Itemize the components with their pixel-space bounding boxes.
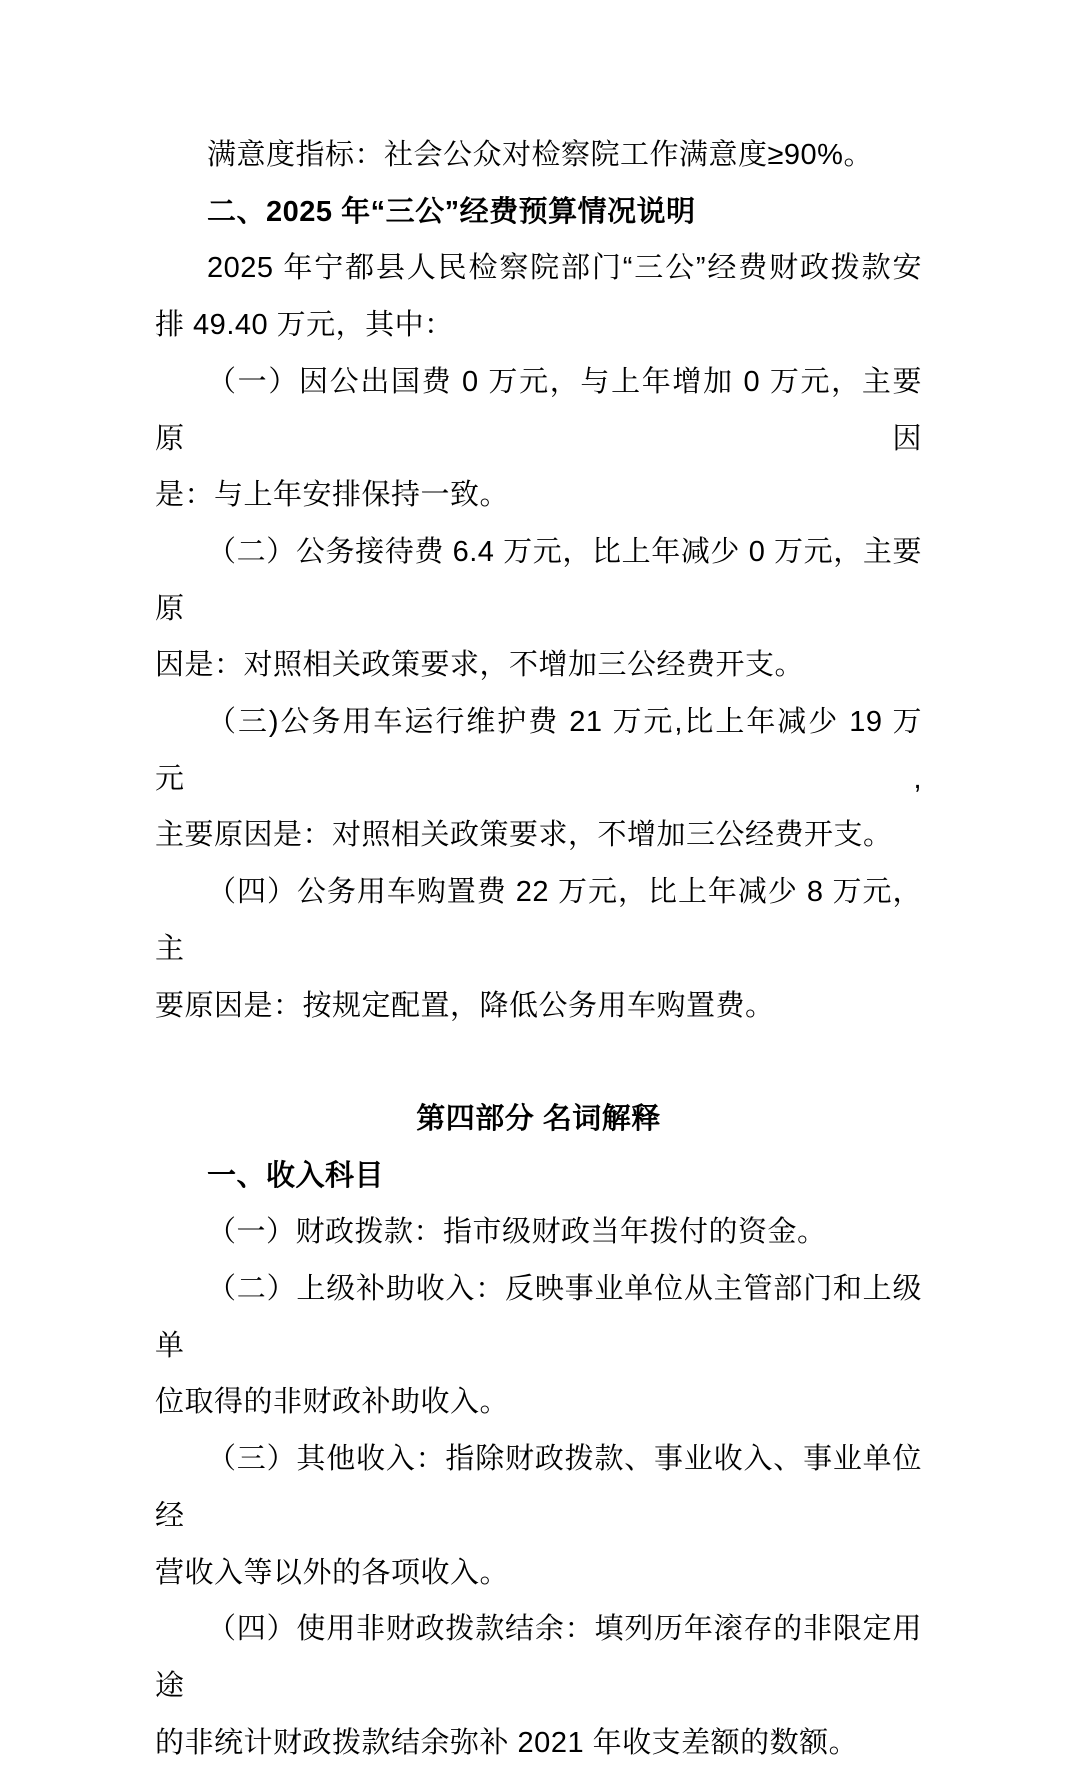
vehicle-purchase-line-1: （四）公务用车购置费 22 万元，比上年减少 8 万元，主 <box>155 876 922 965</box>
heading-san-gong-budget: 二、2025 年“三公”经费预算情况说明 <box>207 195 696 228</box>
vehicle-maintenance-line-1: （三)公务用车运行维护费 21 万元,比上年减少 19 万元, <box>155 706 922 795</box>
official-reception-line-1: （二）公务接待费 6.4 万元，比上年减少 0 万元，主要原 <box>155 535 922 625</box>
superior-subsidy-line-1: （二）上级补助收入：反映事业单位从主管部门和上级单 <box>155 1273 922 1362</box>
non-fiscal-balance-line-1: （四）使用非财政拨款结余：填列历年滚存的非限定用途 <box>155 1613 922 1702</box>
vehicle-maintenance-line-2: 主要原因是：对照相关政策要求，不增加三公经费开支。 <box>155 819 893 852</box>
san-gong-total-line-2: 排 49.40 万元，其中： <box>155 309 454 342</box>
satisfaction-indicator-line: 满意度指标：社会公众对检察院工作满意度≥90%。 <box>207 139 873 171</box>
other-income-line-1: （三）其他收入：指除财政拨款、事业收入、事业单位经 <box>155 1443 922 1532</box>
non-fiscal-balance-line-2: 的非统计财政拨款结余弥补 2021 年收支差额的数额。 <box>155 1726 859 1759</box>
fiscal-allocation-line-1: （一）财政拨款：指市级财政当年拨付的资金。 <box>207 1216 827 1249</box>
other-income-line-2: 营收入等以外的各项收入。 <box>155 1556 510 1589</box>
vehicle-purchase-line-2: 要原因是：按规定配置，降低公务用车购置费。 <box>155 989 775 1022</box>
abroad-expense-line-1: （一）因公出国费 0 万元，与上年增加 0 万元，主要原因 <box>155 365 922 455</box>
superior-subsidy-line-2: 位取得的非财政补助收入。 <box>155 1386 510 1419</box>
heading-part-four: 第四部分 名词解释 <box>416 1102 661 1135</box>
san-gong-total-line-1: 2025 年宁都县人民检察院部门“三公”经费财政拨款安 <box>207 252 922 285</box>
heading-income-subjects: 一、收入科目 <box>207 1159 385 1192</box>
abroad-expense-line-2: 是：与上年安排保持一致。 <box>155 479 510 512</box>
official-reception-line-2: 因是：对照相关政策要求，不增加三公经费开支。 <box>155 649 805 682</box>
